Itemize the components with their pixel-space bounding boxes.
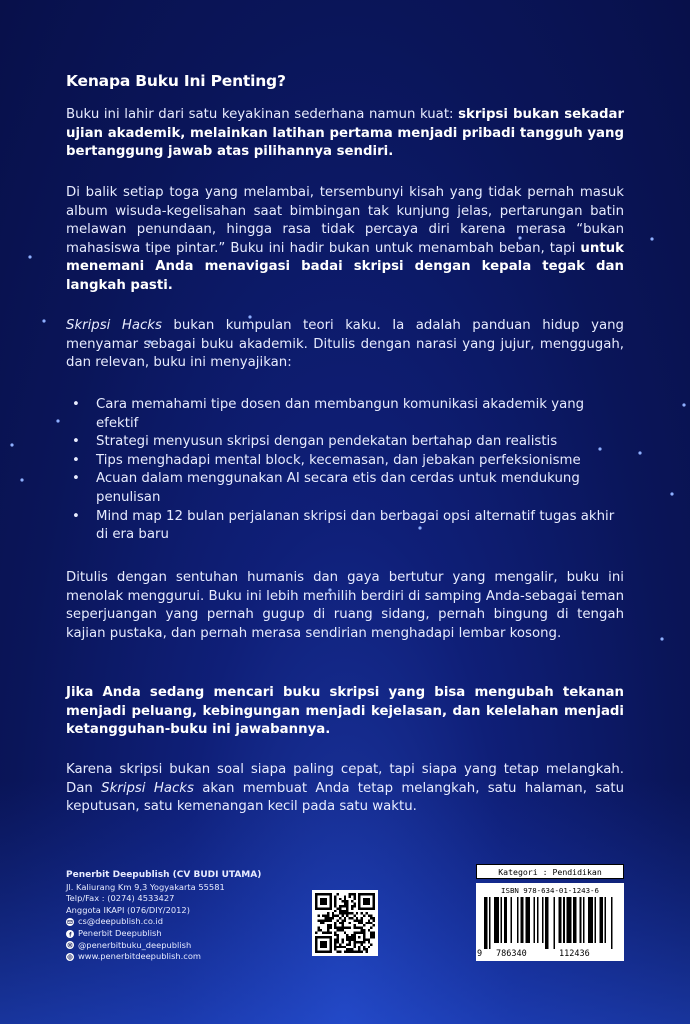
facebook-icon xyxy=(66,930,74,938)
barcode xyxy=(476,883,624,961)
list-item: • Cara memahami tipe dosen dan membangun komunikasi akademik yang efektif xyxy=(66,396,624,433)
humanist-paragraph: Ditulis dengan sentuhan humanis dan gaya bertutur yang mengalir, buku ini menolak menggurui. Buku ini lebih memilih berdiri di samping Anda-sebagai teman seperjuangan yang pernah gugup di ruang sidang, pernah bingung di tengah kajian pustaka, dan pernah merasa sendirian menghadapi lembar kosong. xyxy=(66,570,624,641)
barcode-digits-right: 112436 xyxy=(559,949,590,959)
contact-email: cs@deepublish.co.id xyxy=(66,916,306,928)
list-item: • Tips menghadapi mental block, kecemasan, dan jebakan perfeksionisme xyxy=(66,452,624,471)
book-description-paragraph: Skripsi Hacks bukan kumpulan teori kaku. Ia adalah panduan hidup yang menyamar sebagai buku akademik. Ditulis dengan narasi yang jujur, menggugah, dan relevan, buku ini menyajikan: xyxy=(66,318,624,371)
publisher-address: Jl. Kaliurang Km 9,3 Yogyakarta 55581 xyxy=(66,881,225,892)
contact-website: www.penerbitdeepublish.com xyxy=(66,951,306,963)
section-heading: Kenapa Buku Ini Penting? xyxy=(66,72,286,90)
feature-list xyxy=(66,396,624,545)
barcode-bars xyxy=(484,897,616,949)
highlight-paragraph: Jika Anda sedang mencari buku skripsi yang bisa mengubah tekanan menjadi peluang, kebingungan menjadi kejelasan, dan kelelahan menjadi ketangguhan-buku ini jawabannya. xyxy=(66,685,624,738)
isbn-block xyxy=(476,864,624,961)
publisher-ikapi: Anggota IKAPI (076/DIY/2012) xyxy=(66,904,190,915)
globe-icon xyxy=(66,953,74,961)
intro-paragraph: Buku ini lahir dari satu keyakinan sederhana namun kuat: skripsi bukan sekadar ujian akademik, melainkan latihan pertama menjadi pribadi tangguh yang bertanggung jawab atas pilihannya sendiri. xyxy=(66,107,625,160)
list-item: • Mind map 12 bulan perjalanan skripsi dan berbagai opsi alternatif tugas akhir di era baru xyxy=(66,508,624,545)
publisher-name: Penerbit Deepublish (CV BUDI UTAMA) xyxy=(66,870,262,880)
contact-facebook: Penerbit Deepublish xyxy=(66,928,306,940)
instagram-icon xyxy=(66,941,74,949)
publisher-info xyxy=(66,870,306,963)
story-paragraph: Di balik setiap toga yang melambai, tersembunyi kisah yang tidak pernah masuk album wisuda-kegelisahan saat bimbingan tak kunjung jelas, pertarungan batin melawan penundaan, hingga rasa tidak percaya diri karena merasa “bukan mahasiswa tipe pintar.” Buku ini hadir bukan untuk menambah beban, tapi untuk menemani Anda menavigasi badai skripsi dengan kepala tegak dan langkah pasti. xyxy=(66,185,624,293)
category-label: Kategori : Pendidikan xyxy=(476,864,624,879)
barcode-digit-first: 9 xyxy=(477,949,483,959)
contact-instagram: @penerbitbuku_deepublish xyxy=(66,940,306,952)
closing-paragraph: Karena skripsi bukan soal siapa paling cepat, tapi siapa yang tetap melangkah. Dan Skripsi Hacks akan membuat Anda tetap melangkah, satu halaman, satu keputusan, satu kemenangan kecil pada satu waktu. xyxy=(66,762,624,815)
qr-code xyxy=(312,890,378,956)
list-item: • Acuan dalam menggunakan AI secara etis dan cerdas untuk mendukung penulisan xyxy=(66,470,624,507)
email-icon xyxy=(66,918,74,926)
publisher-phone: Telp/Fax : (0274) 4533427 xyxy=(66,893,175,904)
list-item: • Strategi menyusun skripsi dengan pendekatan bertahap dan realistis xyxy=(66,433,624,452)
barcode-digits-left: 786340 xyxy=(496,949,527,959)
isbn-number: ISBN 978-634-01-1243-6 xyxy=(501,886,599,895)
